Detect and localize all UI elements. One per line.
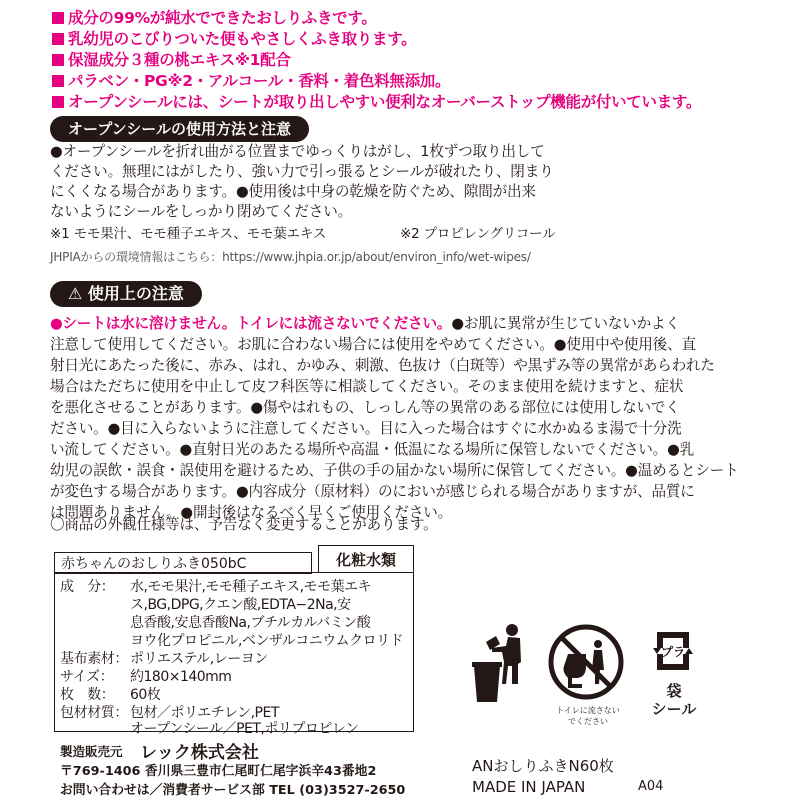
open-seal-line: にくくなる場合があります。●使用後は中身の乾燥を防ぐため、隙間が出来 — [50, 183, 536, 200]
caution-line: が変色する場合があります。●内容成分（原材料）のにおいが感じられる場合がありますが、品質に — [50, 483, 695, 500]
base-material-label: 基布素材： — [60, 651, 128, 667]
caution-line: は問題ありません。●開封後はなるべく早くご使用ください。 — [50, 504, 453, 521]
caution-line: い流してください。●直射日光のあたる場所や高温・低温になる場所に保管しないでください。●乳 — [50, 441, 695, 458]
no-flush-label — [552, 705, 624, 727]
recycle-mark-text: プラ — [660, 645, 686, 659]
trash-can-icon — [466, 622, 538, 704]
made-in: MADE IN JAPAN — [472, 778, 586, 796]
feature-text: 成分の99%が純水でできたおしりふきです。 — [68, 9, 377, 27]
no-flush-label-2: でください — [568, 717, 608, 726]
bullet-square-icon — [52, 96, 64, 108]
maker-company: レック株式会社 — [140, 743, 259, 763]
caution-line — [50, 312, 680, 333]
caution-line: 幼児の誤飲・誤食・誤使用を避けるため、子供の手の届かない場所に保管してください。●温めるとシート — [50, 462, 739, 479]
open-seal-line: ●オープンシールを折れ曲がる位置までゆっくりはがし、1枚ずつ取り出して — [50, 143, 545, 160]
no-flush-toilet-icon — [546, 622, 626, 702]
ingredient-line: ス,BG,DPG,クエン酸,EDTA−2Na,安 — [130, 597, 351, 613]
feature-3 — [52, 48, 291, 70]
feature-4 — [52, 69, 450, 91]
open-seal-line: ください。無理にはがしたり、強い力で引っ張るとシールが破れたり、閉まり — [50, 163, 554, 180]
bullet-square-icon — [52, 12, 64, 24]
feature-2 — [52, 27, 416, 49]
product-name: 赤ちゃんのおしりふき050bC — [54, 552, 312, 574]
caution-text: ●お肌に異常が生じていないかよく — [451, 315, 680, 332]
package-value-2: オープンシール／PET,ポリプロピレン — [130, 721, 359, 737]
caution-heading: ⚠ 使用上の注意 — [50, 281, 202, 307]
bullet-square-icon — [52, 75, 64, 87]
ingredients-label: 成 分： — [60, 579, 115, 595]
feature-text: 乳幼児のこびりついた便もやさしくふき取ります。 — [68, 30, 417, 48]
notice-text: 〇商品の外観仕様等は、予告なく変更することがあります。 — [50, 516, 438, 533]
bullet-square-icon — [52, 54, 64, 66]
feature-text: パラベン・PG※2・アルコール・香料・着色料無添加。 — [68, 72, 451, 90]
base-material: ポリエステル,レーヨン — [130, 651, 268, 667]
caution-line: 注意して使用してください。お肌に合わない場合には使用をやめてください。●使用中や使用後、直 — [50, 336, 696, 353]
plastic-recycle-icon — [651, 628, 695, 674]
product-code: ANおしりふきN60枚 — [472, 757, 614, 775]
environment-info: JHPIAからの環境情報はこちら：https://www.jhpia.or.jp/about/environ_info/wet-wipes/ — [50, 250, 531, 264]
size-label: サイズ： — [60, 669, 114, 685]
caution-line: 射日光にあたった後に、赤み、はれ、かゆみ、刺激、色抜け（白斑等）や黒ずみ等の異常があらわれた — [50, 357, 715, 374]
bullet-square-icon — [52, 33, 64, 45]
size-value: 約180×140mm — [130, 669, 232, 685]
open-seal-heading: オープンシールの使用方法と注意 — [50, 116, 309, 142]
package-value: 包材／ポリエチレン,PET — [130, 705, 279, 721]
footnote-2: ※2 プロピレングリコール — [400, 226, 556, 242]
count-label: 枚 数： — [60, 687, 115, 703]
recycle-label-2: シール — [651, 700, 697, 718]
feature-text: オープンシールには、シートが取り出しやすい便利なオーバーストップ機能が付いています。 — [68, 93, 702, 111]
feature-text: 保湿成分３種の桃エキス※1配合 — [68, 51, 291, 69]
package-label: 包材材質： — [60, 705, 128, 721]
caution-line: 場合はただちに使用を中止して皮フ科医等に相談してください。そのまま使用を続けますと、症状 — [50, 378, 684, 395]
maker-contact: お問い合わせは／消費者サービス部 TEL (03)3527-2650 — [60, 783, 406, 798]
caution-line: を悪化させることがあります。●傷やはれもの、しっしん等の異常のある部位には使用しないでく — [50, 399, 680, 416]
lot-code: A04 — [638, 779, 664, 794]
feature-1 — [52, 6, 377, 28]
footnote-1: ※1 モモ果汁、モモ種子エキス、モモ葉エキス — [50, 226, 327, 242]
ingredient-line: ヨウ化プロピニル,ベンザルコニウムクロリド — [130, 633, 404, 649]
recycle-label-1: 袋 — [666, 682, 682, 700]
open-seal-line: ないようにシールをしっかり閉めてください。 — [50, 203, 352, 220]
no-flush-label-1: トイレに流さない — [556, 706, 620, 715]
caution-line: ださい。●目に入らないように注意してください。目に入った場合はすぐに水かぬるま湯で十分洗 — [50, 420, 682, 437]
ingredient-line: 息香酸,安息香酸Na,ブチルカルバミン酸 — [130, 615, 371, 631]
product-category: 化粧水類 — [318, 545, 414, 573]
no-flush-warning: ●シートは水に溶けません。トイレには流さないでください。 — [50, 315, 452, 332]
maker-address: 〒769-1406 香川県三豊市仁尾町仁尾字浜辛43番地2 — [60, 764, 377, 779]
maker-label: 製造販売元 — [60, 744, 123, 759]
ingredient-line: 水,モモ果汁,モモ種子エキス,モモ葉エキ — [130, 579, 372, 595]
feature-5 — [52, 90, 701, 112]
count-value: 60枚 — [130, 687, 161, 703]
